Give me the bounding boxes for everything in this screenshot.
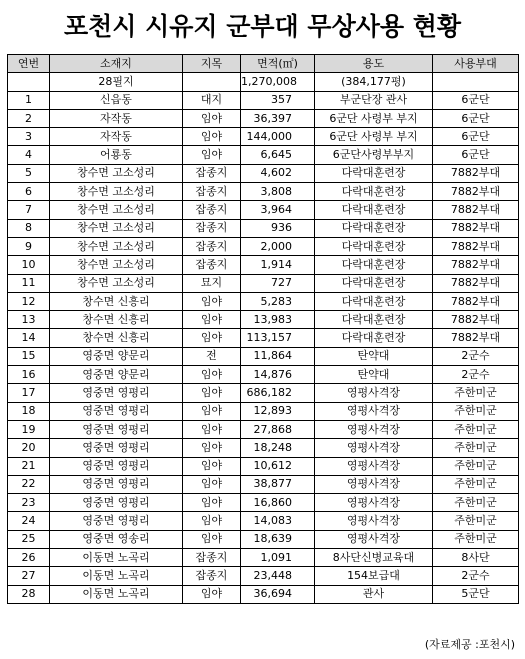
row-no: 27 — [8, 567, 50, 585]
table-row — [8, 164, 519, 182]
row-category: 잡종지 — [183, 256, 241, 274]
row-location: 창수면 신흥리 — [50, 292, 183, 310]
row-unit: 7882부대 — [433, 292, 519, 310]
row-use: 다락대훈련장 — [315, 164, 433, 182]
row-no: 28 — [8, 585, 50, 603]
row-no: 12 — [8, 292, 50, 310]
row-category: 임야 — [183, 311, 241, 329]
row-use: 영평사격장 — [315, 384, 433, 402]
row-unit: 7882부대 — [433, 237, 519, 255]
row-no: 3 — [8, 128, 50, 146]
header-area: 면적(㎡) — [241, 55, 315, 73]
row-no: 21 — [8, 457, 50, 475]
row-category: 잡종지 — [183, 567, 241, 585]
row-location: 영중면 영평리 — [50, 475, 183, 493]
row-category: 묘지 — [183, 274, 241, 292]
row-unit: 주한미군 — [433, 530, 519, 548]
row-location: 영중면 영평리 — [50, 439, 183, 457]
row-area: 27,868 — [241, 420, 315, 438]
row-no: 16 — [8, 366, 50, 384]
row-no: 24 — [8, 512, 50, 530]
row-unit: 주한미군 — [433, 457, 519, 475]
table-row — [8, 384, 519, 402]
row-use: 6군단사령부부지 — [315, 146, 433, 164]
table-row — [8, 256, 519, 274]
row-unit: 7882부대 — [433, 219, 519, 237]
row-use: 6군단 사령부 부지 — [315, 128, 433, 146]
row-location: 창수면 고소성리 — [50, 219, 183, 237]
row-use: 영평사격장 — [315, 439, 433, 457]
row-area: 357 — [241, 91, 315, 109]
row-location: 자작동 — [50, 128, 183, 146]
row-use: 다락대훈련장 — [315, 311, 433, 329]
row-area: 16,860 — [241, 494, 315, 512]
row-no: 19 — [8, 420, 50, 438]
row-no: 10 — [8, 256, 50, 274]
row-area: 3,808 — [241, 183, 315, 201]
table-row — [8, 109, 519, 127]
row-category: 임야 — [183, 292, 241, 310]
row-unit: 6군단 — [433, 128, 519, 146]
row-location: 창수면 고소성리 — [50, 256, 183, 274]
row-location: 어룡동 — [50, 146, 183, 164]
row-unit: 7882부대 — [433, 183, 519, 201]
header-location: 소재지 — [50, 55, 183, 73]
table-row — [8, 402, 519, 420]
summary-unit — [433, 73, 519, 91]
table-row — [8, 274, 519, 292]
row-no: 5 — [8, 164, 50, 182]
row-use: 탄약대 — [315, 347, 433, 365]
row-unit: 2군수 — [433, 567, 519, 585]
row-location: 창수면 고소성리 — [50, 237, 183, 255]
row-unit: 7882부대 — [433, 164, 519, 182]
row-location: 창수면 고소성리 — [50, 164, 183, 182]
row-no: 20 — [8, 439, 50, 457]
row-area: 113,157 — [241, 329, 315, 347]
row-unit: 6군단 — [433, 109, 519, 127]
summary-parcels: 28필지 — [50, 73, 183, 91]
row-unit: 주한미군 — [433, 439, 519, 457]
summary-pyeong: (384,177평) — [315, 73, 433, 91]
table-row — [8, 128, 519, 146]
row-use: 154보급대 — [315, 567, 433, 585]
row-use: 영평사격장 — [315, 494, 433, 512]
row-no: 11 — [8, 274, 50, 292]
row-category: 잡종지 — [183, 549, 241, 567]
row-location: 영중면 영평리 — [50, 384, 183, 402]
row-use: 관사 — [315, 585, 433, 603]
table-row — [8, 475, 519, 493]
row-category: 전 — [183, 347, 241, 365]
row-use: 다락대훈련장 — [315, 183, 433, 201]
row-area: 23,448 — [241, 567, 315, 585]
row-category: 임야 — [183, 475, 241, 493]
row-use: 다락대훈련장 — [315, 274, 433, 292]
row-no: 23 — [8, 494, 50, 512]
summary-area: 1,270,008 — [241, 73, 315, 91]
row-category: 임야 — [183, 384, 241, 402]
row-area: 36,397 — [241, 109, 315, 127]
table-row — [8, 439, 519, 457]
summary-no — [8, 73, 50, 91]
row-area: 2,000 — [241, 237, 315, 255]
row-area: 18,639 — [241, 530, 315, 548]
header-use: 용도 — [315, 55, 433, 73]
row-location: 창수면 고소성리 — [50, 183, 183, 201]
row-no: 15 — [8, 347, 50, 365]
row-unit: 주한미군 — [433, 384, 519, 402]
row-area: 3,964 — [241, 201, 315, 219]
row-area: 686,182 — [241, 384, 315, 402]
row-category: 임야 — [183, 329, 241, 347]
row-area: 14,083 — [241, 512, 315, 530]
row-unit: 7882부대 — [433, 256, 519, 274]
row-category: 임야 — [183, 366, 241, 384]
row-no: 4 — [8, 146, 50, 164]
row-location: 창수면 고소성리 — [50, 274, 183, 292]
row-location: 이동면 노곡리 — [50, 585, 183, 603]
row-location: 신읍동 — [50, 91, 183, 109]
page-title: 포천시 시유지 군부대 무상사용 현황 — [63, 12, 462, 41]
row-unit: 7882부대 — [433, 311, 519, 329]
table-row — [8, 183, 519, 201]
row-location: 이동면 노곡리 — [50, 567, 183, 585]
table-row — [8, 347, 519, 365]
table-row — [8, 292, 519, 310]
row-unit: 주한미군 — [433, 420, 519, 438]
row-use: 영평사격장 — [315, 530, 433, 548]
row-no: 8 — [8, 219, 50, 237]
row-use: 다락대훈련장 — [315, 201, 433, 219]
row-unit: 7882부대 — [433, 201, 519, 219]
row-use: 탄약대 — [315, 366, 433, 384]
row-category: 임야 — [183, 402, 241, 420]
row-use: 영평사격장 — [315, 420, 433, 438]
row-category: 잡종지 — [183, 183, 241, 201]
row-area: 13,983 — [241, 311, 315, 329]
row-category: 임야 — [183, 512, 241, 530]
row-no: 18 — [8, 402, 50, 420]
row-no: 6 — [8, 183, 50, 201]
summary-row — [8, 73, 519, 91]
row-location: 창수면 고소성리 — [50, 201, 183, 219]
row-unit: 5군단 — [433, 585, 519, 603]
row-location: 영중면 영평리 — [50, 420, 183, 438]
row-no: 26 — [8, 549, 50, 567]
row-use: 영평사격장 — [315, 457, 433, 475]
header-unit: 사용부대 — [433, 55, 519, 73]
table-row — [8, 549, 519, 567]
header-category: 지목 — [183, 55, 241, 73]
row-unit: 2군수 — [433, 347, 519, 365]
table-row — [8, 512, 519, 530]
summary-category — [183, 73, 241, 91]
table-row — [8, 201, 519, 219]
row-area: 38,877 — [241, 475, 315, 493]
row-category: 임야 — [183, 109, 241, 127]
row-use: 영평사격장 — [315, 402, 433, 420]
row-unit: 주한미군 — [433, 512, 519, 530]
row-location: 영중면 영평리 — [50, 402, 183, 420]
row-unit: 7882부대 — [433, 274, 519, 292]
row-no: 17 — [8, 384, 50, 402]
table-row — [8, 567, 519, 585]
table-row — [8, 585, 519, 603]
row-use: 부군단장 관사 — [315, 91, 433, 109]
table-row — [8, 329, 519, 347]
row-unit: 6군단 — [433, 146, 519, 164]
row-area: 727 — [241, 274, 315, 292]
row-no: 25 — [8, 530, 50, 548]
row-no: 22 — [8, 475, 50, 493]
row-location: 창수면 신흥리 — [50, 311, 183, 329]
row-area: 18,248 — [241, 439, 315, 457]
table-row — [8, 219, 519, 237]
row-no: 1 — [8, 91, 50, 109]
row-unit: 7882부대 — [433, 329, 519, 347]
row-location: 자작동 — [50, 109, 183, 127]
row-use: 6군단 사령부 부지 — [315, 109, 433, 127]
row-no: 2 — [8, 109, 50, 127]
row-use: 다락대훈련장 — [315, 256, 433, 274]
table-row — [8, 366, 519, 384]
row-area: 11,864 — [241, 347, 315, 365]
row-area: 144,000 — [241, 128, 315, 146]
row-location: 영중면 양문리 — [50, 347, 183, 365]
row-no: 9 — [8, 237, 50, 255]
row-unit: 6군단 — [433, 91, 519, 109]
row-location: 영중면 영평리 — [50, 512, 183, 530]
row-area: 4,602 — [241, 164, 315, 182]
row-area: 12,893 — [241, 402, 315, 420]
row-location: 이동면 노곡리 — [50, 549, 183, 567]
row-location: 영중면 양문리 — [50, 366, 183, 384]
row-unit: 2군수 — [433, 366, 519, 384]
row-category: 잡종지 — [183, 164, 241, 182]
row-location: 영중면 영평리 — [50, 494, 183, 512]
row-use: 8사단신병교육대 — [315, 549, 433, 567]
row-category: 임야 — [183, 128, 241, 146]
row-category: 대지 — [183, 91, 241, 109]
row-category: 임야 — [183, 585, 241, 603]
row-location: 창수면 신흥리 — [50, 329, 183, 347]
row-area: 1,091 — [241, 549, 315, 567]
row-unit: 8사단 — [433, 549, 519, 567]
row-area: 936 — [241, 219, 315, 237]
row-area: 36,694 — [241, 585, 315, 603]
source-note: (자료제공 :포천시) — [424, 638, 515, 651]
row-unit: 주한미군 — [433, 402, 519, 420]
row-no: 7 — [8, 201, 50, 219]
row-area: 1,914 — [241, 256, 315, 274]
row-category: 잡종지 — [183, 237, 241, 255]
row-category: 잡종지 — [183, 201, 241, 219]
row-no: 14 — [8, 329, 50, 347]
row-unit: 주한미군 — [433, 494, 519, 512]
row-location: 영중면 영송리 — [50, 530, 183, 548]
row-use: 다락대훈련장 — [315, 329, 433, 347]
row-location: 영중면 영평리 — [50, 457, 183, 475]
row-area: 10,612 — [241, 457, 315, 475]
table-row — [8, 420, 519, 438]
row-use: 다락대훈련장 — [315, 292, 433, 310]
table-row — [8, 494, 519, 512]
row-area: 5,283 — [241, 292, 315, 310]
row-area: 6,645 — [241, 146, 315, 164]
row-category: 임야 — [183, 439, 241, 457]
row-category: 임야 — [183, 530, 241, 548]
table-row — [8, 311, 519, 329]
row-use: 영평사격장 — [315, 512, 433, 530]
row-category: 임야 — [183, 457, 241, 475]
table-row — [8, 146, 519, 164]
row-category: 잡종지 — [183, 219, 241, 237]
row-use: 다락대훈련장 — [315, 219, 433, 237]
row-category: 임야 — [183, 420, 241, 438]
row-use: 영평사격장 — [315, 475, 433, 493]
table-row — [8, 237, 519, 255]
row-no: 13 — [8, 311, 50, 329]
row-unit: 주한미군 — [433, 475, 519, 493]
land-use-table — [7, 54, 519, 604]
table-row — [8, 530, 519, 548]
row-use: 다락대훈련장 — [315, 237, 433, 255]
row-category: 임야 — [183, 494, 241, 512]
table-row — [8, 91, 519, 109]
table-header-row — [8, 55, 519, 73]
row-category: 임야 — [183, 146, 241, 164]
table-row — [8, 457, 519, 475]
header-no: 연번 — [8, 55, 50, 73]
row-area: 14,876 — [241, 366, 315, 384]
